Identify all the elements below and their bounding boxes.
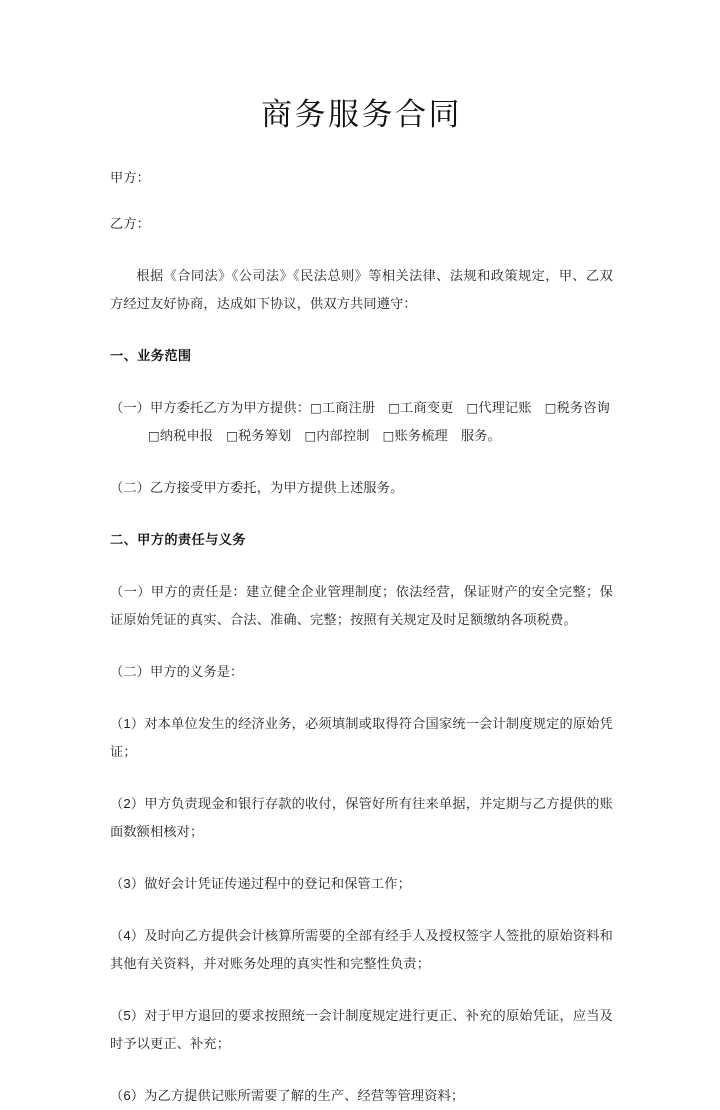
clause-party-a-obligations-intro: （二）甲方的义务是： — [110, 663, 244, 679]
service-label-zhangwushuli: 账务梳理 — [394, 427, 448, 443]
checkbox-zhangwushuli[interactable]: □ — [382, 427, 395, 443]
obligation-item-2: （2）甲方负责现金和银行存款的收付，保管好所有往来单据，并定期与乙方提供的账面数额相核对； — [110, 795, 613, 839]
obligation-item-5: （5）对于甲方退回的要求按照统一会计制度规定进行更正、补充的原始凭证，应当及时予以更正、补充； — [110, 1007, 613, 1051]
service-label-neibukongzhi: 内部控制 — [316, 427, 370, 443]
obligation-item-6: （6）为乙方提供记账所需要了解的生产、经营等管理资料； — [110, 1087, 465, 1103]
service-label-nashuishenbao: 纳税申报 — [159, 427, 214, 443]
clause-1-prefix: （一）甲方委托乙方为甲方提供： — [110, 399, 311, 415]
service-label-gongshangzhuce: 工商注册 — [321, 399, 376, 415]
checkbox-shuiwuzixun[interactable]: □ — [544, 399, 557, 415]
checkbox-shuiwuchouhua[interactable]: □ — [226, 427, 239, 443]
checkbox-nashuishenbao[interactable]: □ — [148, 427, 160, 443]
service-label-shuiwuzixun: 税务咨询 — [556, 399, 610, 415]
party-b-label: 乙方： — [110, 215, 151, 231]
checkbox-neibukongzhi[interactable]: □ — [304, 427, 317, 443]
obligation-item-4: （4）及时向乙方提供会计核算所需要的全部有经手人及授权签字人签批的原始资料和其他有关资料，并对账务处理的真实性和完整性负责； — [110, 927, 613, 971]
checkbox-gongshangbiangeng[interactable]: □ — [388, 399, 401, 415]
clause-business-scope-1-row2 — [110, 422, 613, 450]
party-a-label: 甲方： — [110, 169, 151, 185]
document-title: 商务服务合同 — [261, 97, 462, 132]
obligation-item-1: （1）对本单位发生的经济业务，必须填制或取得符合国家统一会计制度规定的原始凭证； — [110, 715, 613, 759]
obligation-item-3: （3）做好会计凭证传递过程中的登记和保管工作； — [110, 875, 411, 891]
clause-business-scope-1 — [110, 394, 613, 422]
clause-1-suffix: 服务。 — [460, 427, 501, 443]
service-label-shuiwuchouhua: 税务筹划 — [238, 427, 292, 443]
section-heading-business-scope: 一、业务范围 — [110, 347, 192, 363]
checkbox-gongshangzhuce[interactable]: □ — [310, 399, 322, 415]
preamble-paragraph: 根据《合同法》《公司法》《民法总则》等相关法律、法规和政策规定，甲、乙双方经过友好协商，达成如下协议，供双方共同遵守： — [110, 267, 613, 311]
clause-business-scope-2: （二）乙方接受甲方委托，为甲方提供上述服务。 — [110, 479, 404, 495]
service-label-gongshangbiangeng: 工商变更 — [400, 399, 454, 415]
section-heading-party-a-duties: 二、甲方的责任与义务 — [110, 531, 246, 547]
checkbox-dailijizhang[interactable]: □ — [466, 399, 479, 415]
clause-party-a-responsibility: （一）甲方的责任是：建立健全企业管理制度；依法经营，保证财产的安全完整；保证原始凭证的真实、合法、准确、完整；按照有关规定及时足额缴纳各项税费。 — [110, 583, 613, 627]
service-label-dailijizhang: 代理记账 — [478, 399, 532, 415]
